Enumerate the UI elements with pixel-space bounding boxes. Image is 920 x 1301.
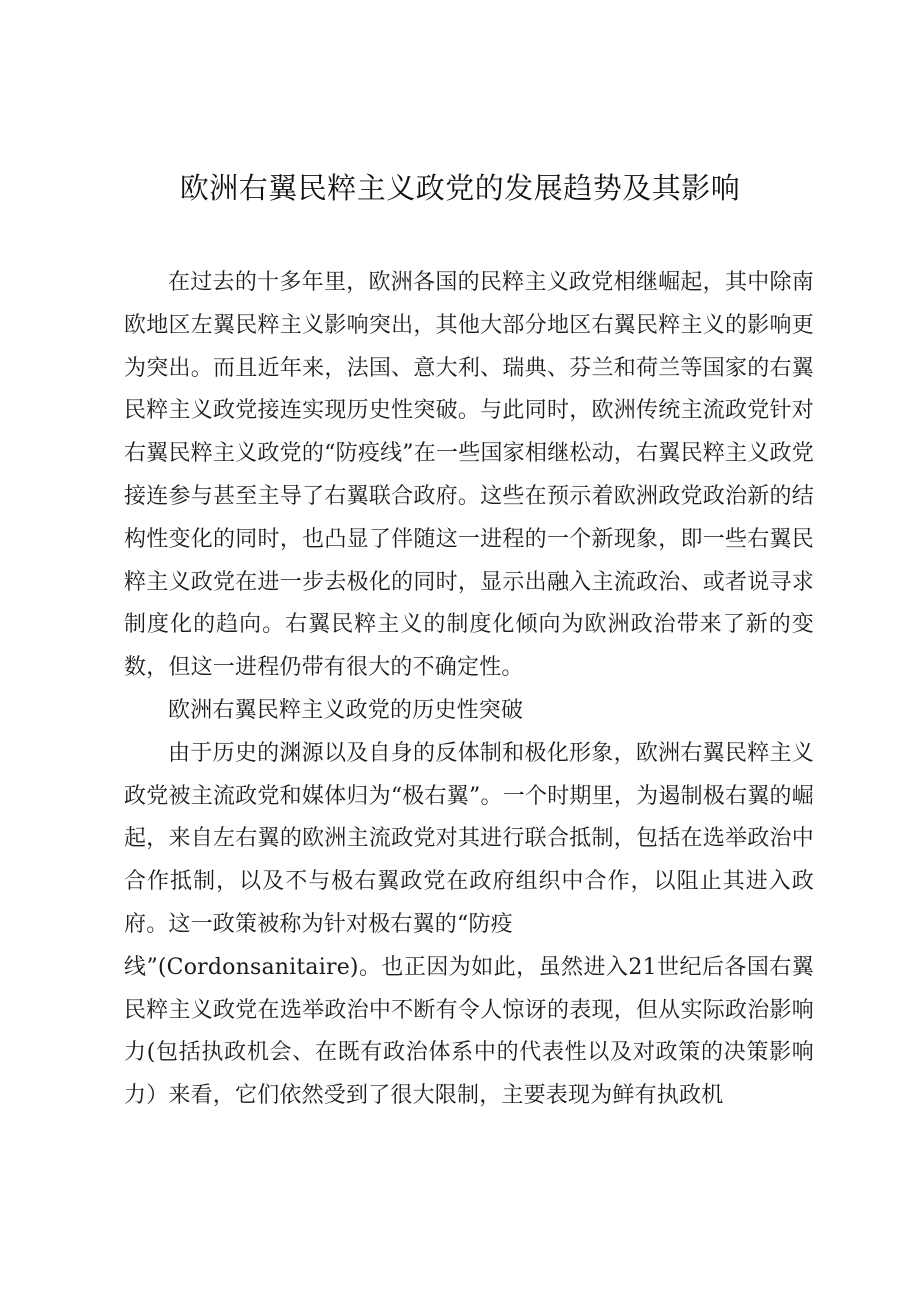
paragraph-section-1-part2: 线”(Cordonsanitaire)。也正因为如此，虽然进入21世纪后各国右翼民粹主义政党在选举政治中不断有令人惊讶的表现，但从实际政治影响力(包括执政机会、在既有政治体系中的代表性以及对政策的决策影响力）来看，它们依然受到了很大限制，主要表现为鲜有执政机 [124, 954, 814, 1109]
paragraph-intro: 在过去的十多年里，欧洲各国的民粹主义政党相继崛起，其中除南欧地区左翼民粹主义影响突出，其他大部分地区右翼民粹主义的影响更为突出。而且近年来，法国、意大利、瑞典、芬兰和荷兰等国家的右翼民粹主义政党接连实现历史性突破。与此同时，欧洲传统主流政党针对右翼民粹主义政党的“防疫线”在一些国家相继松动，右翼民粹主义政党接连参与甚至主导了右翼联合政府。这些在预示着欧洲政党政治新的结构性变化的同时，也凸显了伴随这一进程的一个新现象，即一些右翼民粹主义政党在进一步去极化的同时，显示出融入主流政治、或者说寻求制度化的趋向。右翼民粹主义的制度化倾向为欧洲政治带来了新的变数，但这一进程仍带有很大的不确定性。 [124, 270, 814, 681]
document-title: 欧洲右翼民粹主义政党的发展趋势及其影响 [179, 171, 741, 205]
paragraph-section-1-part1: 由于历史的渊源以及自身的反体制和极化形象，欧洲右翼民粹主义政党被主流政党和媒体归为“极右翼”。一个时期里，为遏制极右翼的崛起，来自左右翼的欧洲主流政党对其进行联合抵制，包括在选举政治中合作抵制，以及不与极右翼政党在政府组织中合作，以阻止其进入政府。这一政策被称为针对极右翼的“防疫 [124, 740, 814, 937]
document-body [124, 262, 814, 1118]
section-heading: 欧洲右翼民粹主义政党的历史性突破 [168, 697, 524, 723]
paragraph-section-1 [124, 733, 814, 1118]
